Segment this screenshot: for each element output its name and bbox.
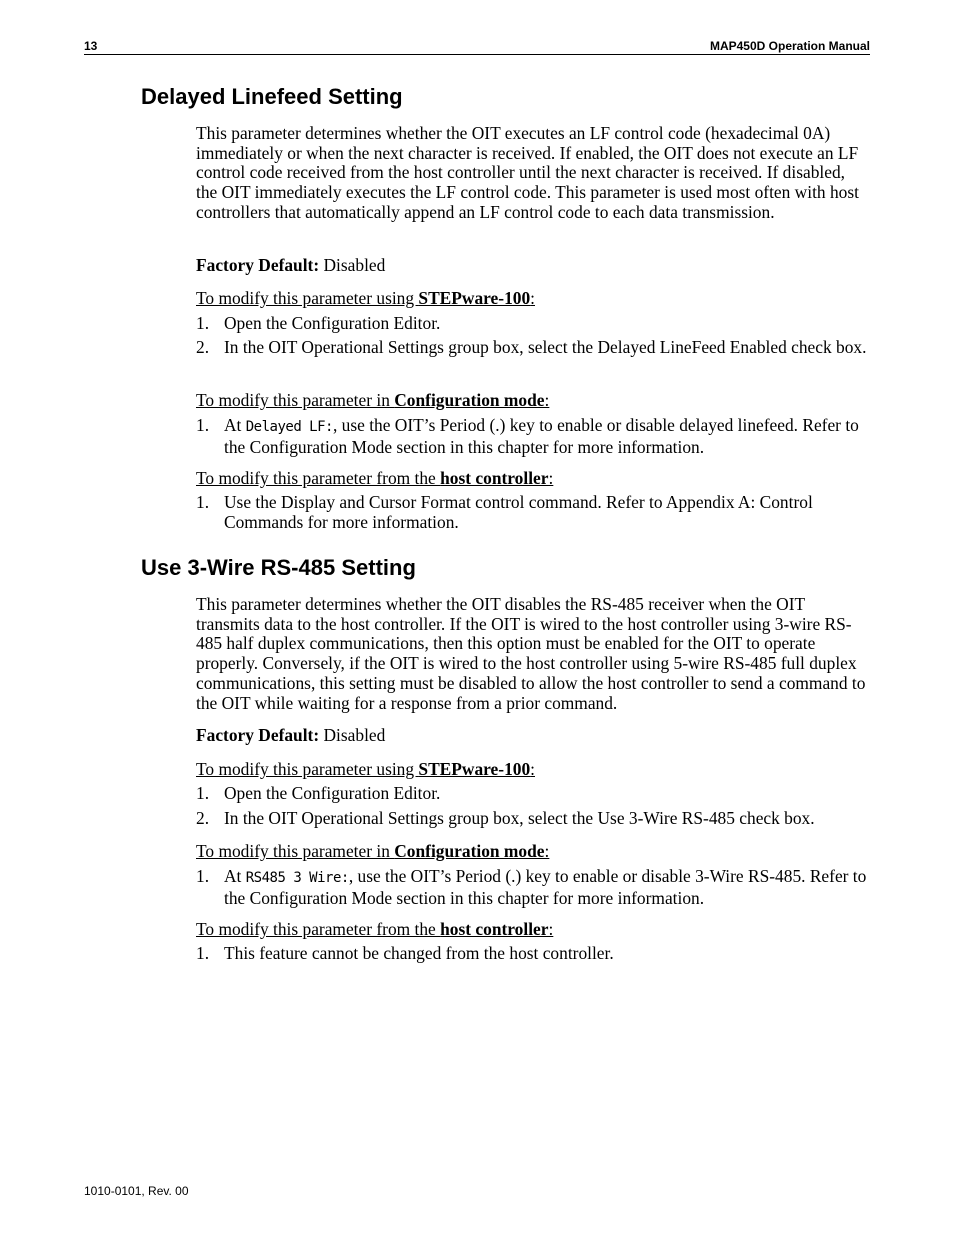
list-item-number: 1. [196, 313, 210, 333]
list-item-number: 1. [196, 783, 210, 803]
host-controller-heading [196, 920, 553, 940]
factory-default-value: Disabled [323, 255, 386, 275]
list-item [196, 867, 868, 908]
list-item-text: Open the Configuration Editor. [224, 313, 441, 333]
list-item-pre: At [224, 415, 246, 435]
stepware-heading-tail: : [530, 759, 535, 779]
list-item-text: Open the Configuration Editor. [224, 783, 441, 803]
page-number: 13 [84, 39, 98, 53]
list-item-number: 1. [196, 415, 210, 435]
list-item-pre: At [224, 866, 246, 886]
section-title-3-wire-rs485: Use 3-Wire RS-485 Setting [141, 555, 416, 580]
list-item [196, 416, 868, 457]
host-controller-heading [196, 469, 553, 489]
list-item-number: 2. [196, 808, 210, 828]
section-title-delayed-linefeed: Delayed Linefeed Setting [141, 84, 403, 109]
lcd-prompt: RS485 3 Wire: [245, 870, 349, 886]
lcd-prompt: Delayed LF: [245, 419, 333, 435]
list-item [196, 493, 868, 532]
list-item-post: , use the OIT’s Period (.) key to enable or disable 3-Wire RS-485. Refer to the Configuration Mode section in this chapter for more information. [224, 866, 867, 908]
list-item [196, 338, 868, 358]
factory-default-label: Factory Default: [196, 255, 320, 275]
host-heading-tail: : [548, 919, 554, 939]
stepware-heading [196, 289, 535, 309]
list-item-text: Use the Display and Cursor Format control command. Refer to Appendix A: Control Commands for more information. [224, 492, 813, 532]
config-mode-heading [196, 842, 549, 862]
stepware-heading [196, 760, 535, 780]
list-item-post: , use the OIT’s Period (.) key to enable or disable delayed linefeed. Refer to the Configuration Mode section in this chapter for more information. [224, 415, 859, 457]
list-item-number: 2. [196, 337, 210, 357]
factory-default [196, 256, 385, 276]
doc-number: 1010-0101, Rev. 00 [84, 1184, 189, 1198]
config-mode-heading [196, 391, 549, 411]
list-item [196, 809, 868, 829]
config-heading-lead: To modify this parameter in [196, 390, 395, 410]
factory-default [196, 726, 385, 746]
list-item [196, 944, 868, 964]
host-heading-emph: host controller [440, 468, 549, 488]
section-description: This parameter determines whether the OIT disables the RS-485 receiver when the OIT transmits data to the host controller. If the OIT is wired to the host controller using 3-wire RS-485 half duplex communications, then this option must be enabled for the OIT to operate properly. Conversely, if the OIT is wired to the host controller using 5-wire RS-485 full duplex communications, this setting must be disabled to allow the host controller to send a command to the OIT while waiting for a response from a prior command. [196, 594, 866, 713]
page-header [84, 38, 870, 55]
list-item-text: In the OIT Operational Settings group box, select the Delayed LineFeed Enabled check box. [224, 337, 867, 357]
list-item [196, 784, 868, 804]
factory-default-value: Disabled [323, 725, 386, 745]
factory-default-label: Factory Default: [196, 725, 320, 745]
config-heading-tail: : [544, 390, 550, 410]
stepware-heading-tail: : [530, 288, 535, 308]
section-description: This parameter determines whether the OIT executes an LF control code (hexadecimal 0A) immediately or when the next character is received. If enabled, the OIT does not execute an LF control code received from the host controller until the next character is received. If disabled, the OIT immediately executes the LF control code. This parameter is used most often with host controllers that automatically append an LF control code to each data transmission. [196, 123, 859, 222]
list-item-text [224, 416, 868, 457]
list-item [196, 314, 868, 334]
list-item-text: This feature cannot be changed from the host controller. [224, 943, 614, 963]
page-footer [84, 1184, 189, 1198]
config-heading-tail: : [544, 841, 550, 861]
list-item-number: 1. [196, 943, 210, 963]
stepware-heading-emph: STEPware-100 [418, 759, 531, 779]
host-heading-lead: To modify this parameter from the [196, 919, 441, 939]
list-item-text [224, 867, 868, 908]
host-heading-emph: host controller [440, 919, 549, 939]
config-heading-lead: To modify this parameter in [196, 841, 395, 861]
list-item-number: 1. [196, 866, 210, 886]
stepware-heading-lead: To modify this parameter using [196, 288, 419, 308]
config-heading-emph: Configuration mode [394, 390, 545, 410]
stepware-heading-lead: To modify this parameter using [196, 759, 419, 779]
host-heading-lead: To modify this parameter from the [196, 468, 441, 488]
host-heading-tail: : [548, 468, 554, 488]
list-item-text: In the OIT Operational Settings group box, select the Use 3-Wire RS-485 check box. [224, 808, 815, 828]
list-item-number: 1. [196, 492, 210, 512]
config-heading-emph: Configuration mode [394, 841, 545, 861]
manual-title: MAP450D Operation Manual [709, 39, 870, 53]
stepware-heading-emph: STEPware-100 [418, 288, 531, 308]
